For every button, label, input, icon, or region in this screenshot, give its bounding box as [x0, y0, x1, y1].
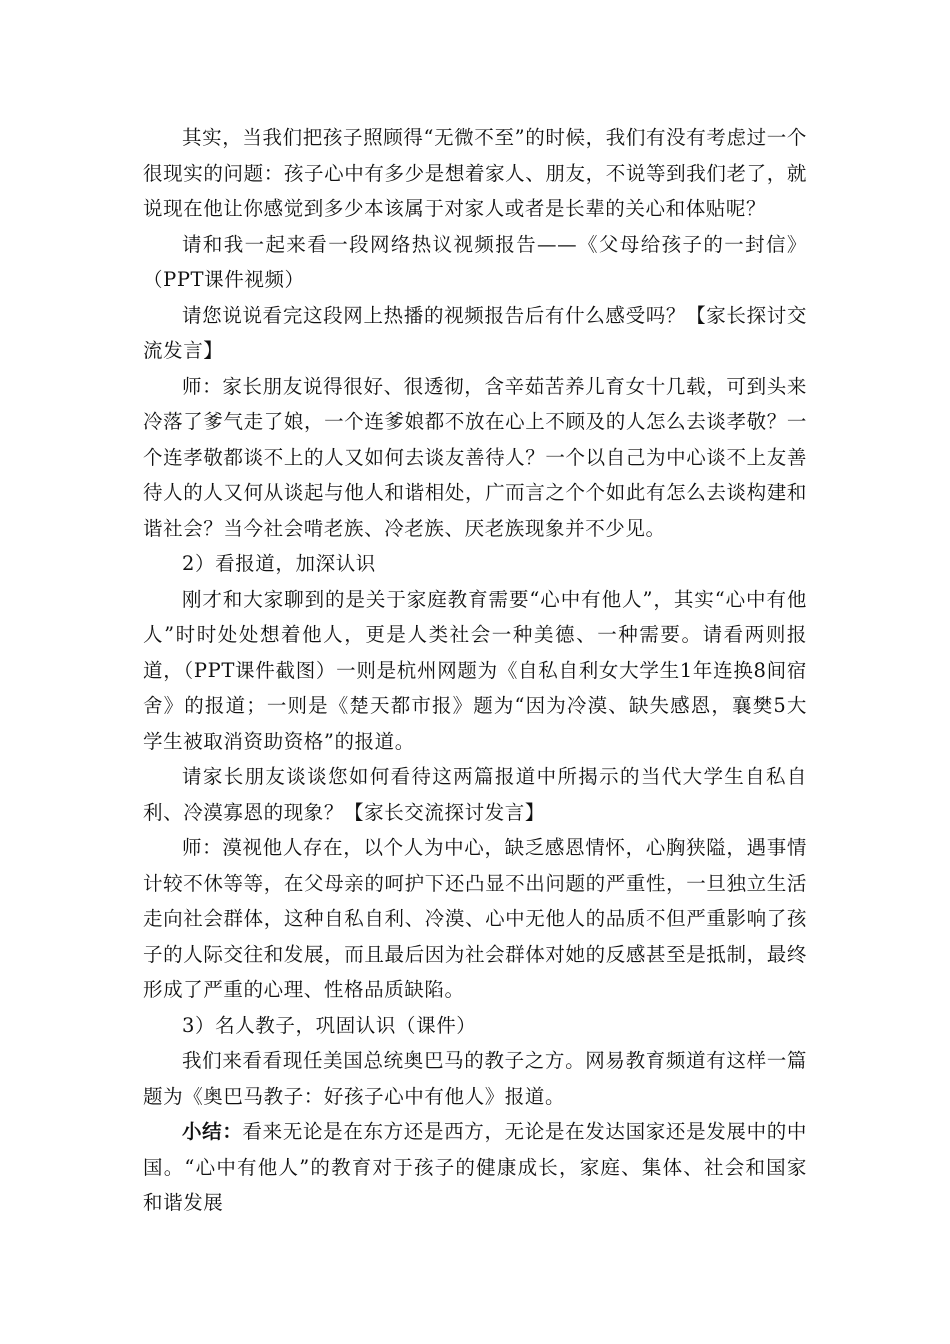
- paragraph-reports-intro: 刚才和大家聊到的是关于家庭教育需要“心中有他人”，其实“心中有他人”时时处处想着他人，更是人类社会一种美德、一种需要。请看两则报道，（PPT课件截图）一则是杭州网题为《自私自利女大学生1年连换8间宿舍》的报道；一则是《楚天都市报》题为“因为冷漠、缺失感恩，襄樊5大学生被取消资助资格”的报道。: [143, 587, 807, 753]
- document-body: [143, 120, 807, 1221]
- section-heading-celebrity: 3）名人教子，巩固认识（课件）: [182, 1013, 477, 1037]
- paragraph-video-intro: 请和我一起来看一段网络热议视频报告——《父母给孩子的一封信》（PPT课件视频）: [143, 232, 807, 291]
- paragraph-teacher-comment-1: 师：家长朋友说得很好、很透彻，含辛茹苦养儿育女十几载，可到头来冷落了爹气走了娘，一个连爹娘都不放在心上不顾及的人怎么去谈孝敬？一个连孝敬都谈不上的人又如何去谈友善待人？一个以自己为中心谈不上友善待人的人又何从谈起与他人和谐相处，广而言之个个如此有怎么去谈构建和谐社会？当今社会啃老族、冷老族、厌老族现象并不少见。: [143, 374, 807, 540]
- paragraph-care: 其实，当我们把孩子照顾得“无微不至”的时候，我们有没有考虑过一个很现实的问题：孩子心中有多少是想着家人、朋友，不说等到我们老了，就说现在他让你感觉到多少本该属于对家人或者是长辈的关心和体贴呢？: [143, 126, 807, 220]
- section-heading-reports: 2）看报道，加深认识: [182, 552, 376, 575]
- paragraph-teacher-comment-2: 师：漠视他人存在，以个人为中心，缺乏感恩情怀，心胸狭隘，遇事情计较不休等等，在父母亲的呵护下还凸显不出问题的严重性，一旦独立生活走向社会群体，这种自私自利、冷漠、心中无他人的品质不但严重影响了孩子的人际交往和发展，而且最后因为社会群体对她的反感甚至是抵制，最终形成了严重的心理、性格品质缺陷。: [143, 836, 807, 1001]
- paragraph-obama: 我们来看看现任美国总统奥巴马的教子之方。网易教育频道有这样一篇题为《奥巴马教子：好孩子心中有他人》报道。: [143, 1049, 807, 1108]
- paragraph-video-question: 请您说说看完这段网上热播的视频报告后有什么感受吗？【家长探讨交流发言】: [143, 303, 807, 362]
- paragraph-summary: [143, 1114, 807, 1221]
- summary-label: 小结：: [182, 1120, 243, 1143]
- paragraph-reports-question: 请家长朋友谈谈您如何看待这两篇报道中所揭示的当代大学生自私自利、冷漠寡恩的现象？【家长交流探讨发言】: [143, 765, 807, 824]
- summary-text: 看来无论是在东方还是西方，无论是在发达国家还是发展中的中国。“心中有他人”的教育对于孩子的健康成长，家庭、集体、社会和国家和谐发展: [143, 1120, 807, 1214]
